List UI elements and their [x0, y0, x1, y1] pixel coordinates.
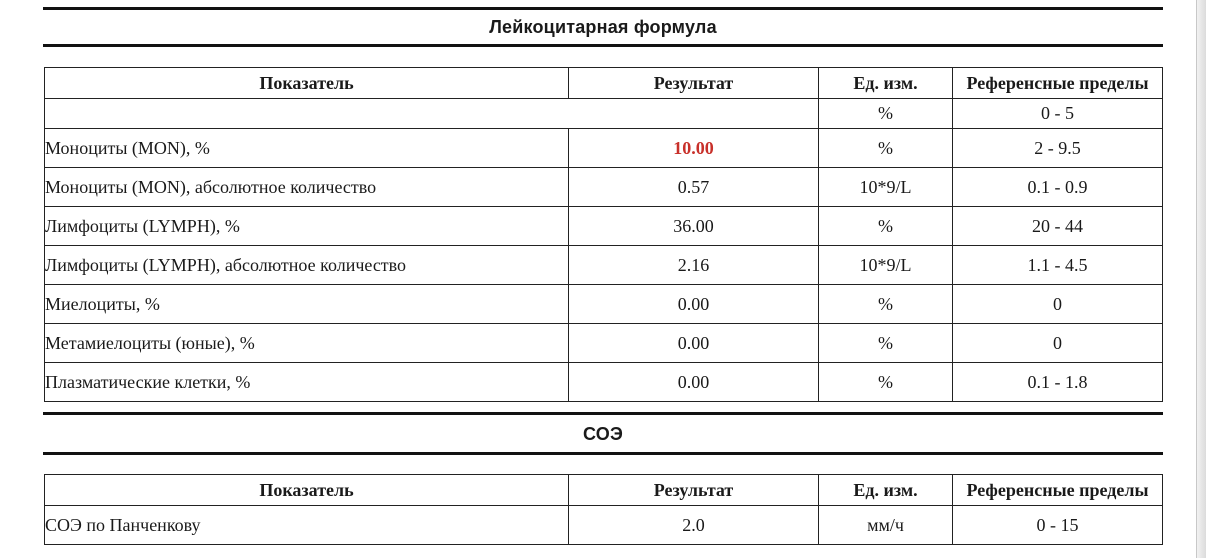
row-unit: %	[819, 129, 953, 168]
header-ref: Референсные пределы	[953, 475, 1163, 506]
header-result: Результат	[569, 475, 819, 506]
title-rule	[43, 44, 1163, 47]
table-header-row	[45, 475, 1163, 506]
leukocyte-table	[44, 67, 1163, 402]
table-row	[45, 285, 1163, 324]
row-name: Лимфоциты (LYMPH), %	[45, 207, 569, 246]
row-ref: 0	[953, 285, 1163, 324]
header-result: Результат	[569, 68, 819, 99]
row-ref: 0 - 15	[953, 506, 1163, 545]
esr-table	[44, 474, 1163, 545]
page-edge	[1196, 0, 1206, 558]
row-unit: %	[819, 285, 953, 324]
table-row	[45, 129, 1163, 168]
row-unit: 10*9/L	[819, 246, 953, 285]
partial-row-ref: 0 - 5	[953, 99, 1163, 129]
row-unit: 10*9/L	[819, 168, 953, 207]
table-row	[45, 506, 1163, 545]
header-unit: Ед. изм.	[819, 475, 953, 506]
row-result: 0.00	[569, 285, 819, 324]
esr-section-title: СОЭ	[583, 424, 623, 444]
table-row-partial	[45, 99, 1163, 129]
row-unit: мм/ч	[819, 506, 953, 545]
header-unit: Ед. изм.	[819, 68, 953, 99]
partial-row-blank	[45, 99, 819, 129]
row-result: 36.00	[569, 207, 819, 246]
row-result-flagged: 10.00	[569, 129, 819, 168]
row-result: 0.00	[569, 363, 819, 402]
header-name: Показатель	[45, 475, 569, 506]
row-ref: 0	[953, 324, 1163, 363]
partial-row-unit: %	[819, 99, 953, 129]
row-name: Моноциты (MON), %	[45, 129, 569, 168]
leukocyte-section-title: Лейкоцитарная формула	[489, 17, 717, 37]
row-unit: %	[819, 207, 953, 246]
table-row	[45, 168, 1163, 207]
row-unit: %	[819, 324, 953, 363]
top-rule	[43, 7, 1163, 10]
row-result: 0.00	[569, 324, 819, 363]
row-name: Миелоциты, %	[45, 285, 569, 324]
row-result: 2.16	[569, 246, 819, 285]
row-ref: 0.1 - 0.9	[953, 168, 1163, 207]
esr-top-rule	[43, 412, 1163, 415]
table-header-row	[45, 68, 1163, 99]
header-ref: Референсные пределы	[953, 68, 1163, 99]
row-name: СОЭ по Панченкову	[45, 506, 569, 545]
row-result: 2.0	[569, 506, 819, 545]
row-result: 0.57	[569, 168, 819, 207]
row-unit: %	[819, 363, 953, 402]
row-name: Плазматические клетки, %	[45, 363, 569, 402]
header-name: Показатель	[45, 68, 569, 99]
row-name: Моноциты (MON), абсолютное количество	[45, 168, 569, 207]
table-row	[45, 207, 1163, 246]
row-ref: 2 - 9.5	[953, 129, 1163, 168]
esr-title-rule	[43, 452, 1163, 455]
row-ref: 20 - 44	[953, 207, 1163, 246]
row-ref: 1.1 - 4.5	[953, 246, 1163, 285]
table-row	[45, 363, 1163, 402]
row-ref: 0.1 - 1.8	[953, 363, 1163, 402]
row-name: Лимфоциты (LYMPH), абсолютное количество	[45, 246, 569, 285]
row-name: Метамиелоциты (юные), %	[45, 324, 569, 363]
table-row	[45, 324, 1163, 363]
table-row	[45, 246, 1163, 285]
